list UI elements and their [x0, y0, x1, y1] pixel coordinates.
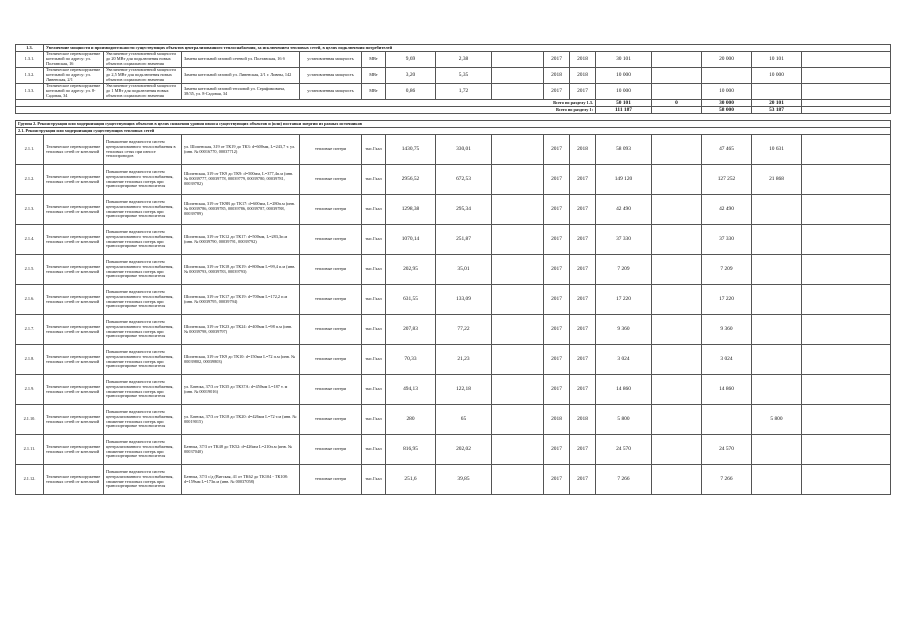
indicator-value-after: 1,72 — [436, 84, 492, 100]
indicator-value-before: 202,95 — [386, 255, 436, 285]
indicator-unit: тыс.Гкал — [362, 255, 386, 285]
funding-col-2: 47 465 — [702, 135, 752, 165]
project-description: Батюка, 37/3 от ТК48 до ТК52: d=426мм L=210п.м (инв. № 00037040) — [182, 435, 300, 465]
funding-col-2: 20 000 — [702, 52, 752, 68]
funding-col-3 — [752, 225, 802, 255]
project-name: Техническое перевооружение тепловых сетей от котельной — [44, 195, 104, 225]
start-year: 2017 — [544, 255, 570, 285]
empty-cell — [492, 84, 544, 100]
project-name: Техническое перевооружение тепловых сетей от котельной — [44, 135, 104, 165]
indicator-value-after: 21,23 — [436, 345, 492, 375]
project-number: 1.3.3. — [16, 84, 44, 100]
total-cost: 58 093 — [596, 135, 652, 165]
section-title: Группа 2. Реконструкция или модернизация существующих объектов в целях снижения уровня износа существующих объектов и (или) поставки энергии из разных источников — [16, 121, 891, 128]
indicator-unit: тыс.Гкал — [362, 225, 386, 255]
indicator-value-before: 0,86 — [386, 84, 436, 100]
project-row — [16, 255, 891, 285]
indicator-name: тепловые потери — [300, 285, 362, 315]
funding-col-2: 24 570 — [702, 435, 752, 465]
indicator-name: тепловые потери — [300, 135, 362, 165]
total-cost: 17 220 — [596, 285, 652, 315]
funding-col-1 — [652, 345, 702, 375]
investment-program-sheet — [15, 44, 890, 495]
funding-col-1 — [652, 405, 702, 435]
total-label: Всего по разделу 1.3. — [16, 100, 596, 107]
project-purpose: Повышение надежности систем централизованного теплоснабжения, снижение тепловых потерь при транспортировке теплоносителя — [104, 465, 182, 495]
funding-col-2: 37 330 — [702, 225, 752, 255]
indicator-value-before: 3,20 — [386, 68, 436, 84]
project-name: Техническое перевооружение тепловых сетей от котельной — [44, 315, 104, 345]
spacer-cell — [16, 114, 891, 121]
project-description: Шопенская, 319 от ТК12 до ТК17: d=500мм, L=283,3п.м (инв. № 00039790, 00039791, 00039792) — [182, 225, 300, 255]
project-description: ул. Батюка, 37/3 от ТК35 до ТК37А: d=450мм L=187 т. м (инв. № 00019016) — [182, 375, 300, 405]
start-year: 2017 — [544, 345, 570, 375]
project-name: Техническое перевооружение котельной по адресу: ул. Полтавская, 16 — [44, 52, 104, 68]
start-year: 2017 — [544, 435, 570, 465]
indicator-value-before: 1298,38 — [386, 195, 436, 225]
end-year: 2018 — [570, 68, 596, 84]
total-cost: 3 024 — [596, 345, 652, 375]
indicator-name: тепловые потери — [300, 315, 362, 345]
project-number: 2.1.3. — [16, 195, 44, 225]
indicator-name: установленная мощность — [300, 52, 362, 68]
empty-cell — [492, 285, 544, 315]
start-year: 2017 — [544, 225, 570, 255]
funding-col-1 — [652, 225, 702, 255]
project-description: Шопенская, 319 от ТК18 до ТК19: d=800мм L=99,4 п.м (инв. № 00039793, 00039783, 00039793) — [182, 255, 300, 285]
indicator-value-after: 202,02 — [436, 435, 492, 465]
project-number: 2.1.1. — [16, 135, 44, 165]
empty-cell — [802, 135, 891, 165]
project-number: 2.1.10. — [16, 405, 44, 435]
project-row — [16, 435, 891, 465]
project-row — [16, 52, 891, 68]
section-number: 1.3. — [16, 45, 44, 52]
project-description: Шопенская, 319 от ТК9В до ТК17: d=600мм, L=280п.м (инв. № 00039786, 00039785, 00039786, 00039787, 00039788, 00039789) — [182, 195, 300, 225]
project-description: Замена котельной газовой тепловой ул. Серафимовича, 38/35, ул. 8-Садовая, 34 — [182, 84, 300, 100]
total-row — [16, 100, 891, 107]
empty-cell — [802, 68, 891, 84]
indicator-name: тепловые потери — [300, 435, 362, 465]
section-header-row — [16, 128, 891, 135]
funding-col-3 — [752, 285, 802, 315]
total-cost: 10 000 — [596, 68, 652, 84]
empty-cell — [802, 345, 891, 375]
project-row — [16, 375, 891, 405]
funding-col-1 — [652, 195, 702, 225]
project-description: Замена котельной газовой сетевой ул. Полтавская, 16 б — [182, 52, 300, 68]
funding-col-1 — [652, 68, 702, 84]
project-name: Техническое перевооружение тепловых сетей от котельной — [44, 375, 104, 405]
section-header-row — [16, 121, 891, 128]
funding-col-1 — [652, 465, 702, 495]
empty-cell — [492, 135, 544, 165]
project-purpose: Повышение надежности систем централизованного теплоснабжения, снижение тепловых потерь при транспортировке теплоносителя — [104, 165, 182, 195]
indicator-value-after: 672,53 — [436, 165, 492, 195]
funding-col-1 — [652, 135, 702, 165]
funding-col-3 — [752, 315, 802, 345]
empty-cell — [802, 165, 891, 195]
project-name: Техническое перевооружение котельной по адресу: ул. 8-Садовая, 34 — [44, 84, 104, 100]
funding-col-1 — [652, 285, 702, 315]
project-row — [16, 165, 891, 195]
table-body — [16, 45, 891, 495]
indicator-value-after: 122,18 — [436, 375, 492, 405]
project-name: Техническое перевооружение тепловых сетей от котельной — [44, 345, 104, 375]
project-number: 2.1.4. — [16, 225, 44, 255]
start-year: 2018 — [544, 68, 570, 84]
project-row — [16, 68, 891, 84]
empty-cell — [492, 465, 544, 495]
empty-cell — [492, 52, 544, 68]
funding-col-2: 127 252 — [702, 165, 752, 195]
investment-program-table — [15, 44, 891, 495]
indicator-name: тепловые потери — [300, 165, 362, 195]
funding-col-3: 10 000 — [752, 68, 802, 84]
indicator-value-after: 65 — [436, 405, 492, 435]
indicator-value-after: 77,22 — [436, 315, 492, 345]
spacer-row — [16, 114, 891, 121]
end-year: 2017 — [570, 465, 596, 495]
project-description: Шопенская, 319 от ТК23 до ТК24: d=400мм L=98 п.м (инв. № 00039798, 00039797) — [182, 315, 300, 345]
project-description: Замена котельной газовой ул. Ливенская, 2/1 г. Ливны, 142 — [182, 68, 300, 84]
project-number: 2.1.7. — [16, 315, 44, 345]
total-funding-3: 53 187 — [752, 107, 802, 114]
empty-cell — [492, 195, 544, 225]
funding-col-1 — [652, 435, 702, 465]
funding-col-2: 14 860 — [702, 375, 752, 405]
empty-cell — [802, 255, 891, 285]
project-row — [16, 225, 891, 255]
empty-cell — [802, 84, 891, 100]
project-purpose: Повышение надежности систем централизованного теплоснабжения, снижение тепловых потерь при транспортировке теплоносителя — [104, 285, 182, 315]
empty-cell — [802, 285, 891, 315]
funding-col-3 — [752, 195, 802, 225]
project-number: 2.1.12. — [16, 465, 44, 495]
total-row — [16, 107, 891, 114]
funding-col-3: 21 868 — [752, 165, 802, 195]
total-funding-2: 58 000 — [702, 107, 752, 114]
funding-col-3 — [752, 465, 802, 495]
end-year: 2017 — [570, 435, 596, 465]
end-year: 2018 — [570, 135, 596, 165]
project-purpose: Повышение надежности систем централизованного теплоснабжения, снижение тепловых потерь при транспортировке теплоносителя — [104, 405, 182, 435]
project-number: 2.1.6. — [16, 285, 44, 315]
end-year: 2017 — [570, 375, 596, 405]
funding-col-3 — [752, 345, 802, 375]
indicator-value-after: 133,09 — [436, 285, 492, 315]
start-year: 2017 — [544, 465, 570, 495]
project-name: Техническое перевооружение тепловых сетей от котельной — [44, 165, 104, 195]
section-header-row — [16, 45, 891, 52]
project-row — [16, 285, 891, 315]
project-purpose: Повышение надежности систем централизованного теплоснабжения, снижение тепловых потерь при транспортировке теплоносителя — [104, 315, 182, 345]
project-description: Батюка, 37/3 с/д (Вятская, 41 от ТК62 до ТК104 - ТК108: d=159мм L=173п.м (инв. № 00037058) — [182, 465, 300, 495]
project-name: Техническое перевооружение тепловых сетей от котельной — [44, 465, 104, 495]
total-cost: 7 209 — [596, 255, 652, 285]
indicator-value-before: 1430,75 — [386, 135, 436, 165]
project-description: ул. Шопенская, 319 от ТК19 до ТК3: d=600мм, L=243,7 т. ул. (инв. № 00016770, 00037712) — [182, 135, 300, 165]
indicator-value-before: 280 — [386, 405, 436, 435]
indicator-value-before: 494,13 — [386, 375, 436, 405]
funding-col-3 — [752, 84, 802, 100]
funding-col-2: 10 000 — [702, 84, 752, 100]
funding-col-3 — [752, 375, 802, 405]
funding-col-2 — [702, 68, 752, 84]
indicator-unit: тыс.Гкал — [362, 375, 386, 405]
indicator-name: тепловые потери — [300, 405, 362, 435]
indicator-value-before: 631,55 — [386, 285, 436, 315]
total-funding-3: 20 101 — [752, 100, 802, 107]
funding-col-3: 10 631 — [752, 135, 802, 165]
indicator-value-before: 2956,52 — [386, 165, 436, 195]
indicator-value-before: 1070,14 — [386, 225, 436, 255]
funding-col-2: 17 220 — [702, 285, 752, 315]
project-number: 2.1.8. — [16, 345, 44, 375]
funding-col-1 — [652, 375, 702, 405]
empty-cell — [492, 345, 544, 375]
end-year: 2017 — [570, 165, 596, 195]
total-cost: 7 266 — [596, 465, 652, 495]
indicator-name: тепловые потери — [300, 465, 362, 495]
empty-cell — [802, 375, 891, 405]
total-funding-1: 0 — [652, 100, 702, 107]
indicator-name: тепловые потери — [300, 225, 362, 255]
start-year: 2017 — [544, 84, 570, 100]
empty-cell — [492, 225, 544, 255]
end-year: 2017 — [570, 255, 596, 285]
indicator-value-before: 70,33 — [386, 345, 436, 375]
indicator-unit: МВт — [362, 52, 386, 68]
empty-cell — [802, 405, 891, 435]
empty-cell — [492, 68, 544, 84]
indicator-unit: тыс.Гкал — [362, 315, 386, 345]
project-purpose: Повышение надежности систем централизованного теплоснабжения, снижение тепловых потерь при транспортировке теплоносителя — [104, 435, 182, 465]
empty-cell — [802, 465, 891, 495]
start-year: 2018 — [544, 405, 570, 435]
empty-cell — [802, 100, 891, 107]
funding-col-2: 9 360 — [702, 315, 752, 345]
indicator-unit: тыс.Гкал — [362, 135, 386, 165]
empty-cell — [492, 255, 544, 285]
indicator-value-after: 35,01 — [436, 255, 492, 285]
empty-cell — [492, 375, 544, 405]
start-year: 2017 — [544, 285, 570, 315]
project-name: Техническое перевооружение тепловых сетей от котельной — [44, 435, 104, 465]
project-purpose: Увеличение установленной мощности до 1 МВт для подключения новых объектов социального значения — [104, 84, 182, 100]
empty-cell — [492, 165, 544, 195]
project-description: Шопенская, 319 от ТК9 до ТК9: d=500мм, L=377,4п.м (инв. № 00039777, 00039778, 00039779, 00039780, 00039781, 00039782) — [182, 165, 300, 195]
project-purpose: Повышение надежности систем централизованного теплоснабжения, снижение тепловых потерь при транспортировке теплоносителя — [104, 375, 182, 405]
end-year: 2017 — [570, 84, 596, 100]
indicator-value-after: 251,87 — [436, 225, 492, 255]
total-cost: 37 330 — [596, 225, 652, 255]
end-year: 2017 — [570, 195, 596, 225]
project-row — [16, 135, 891, 165]
project-row — [16, 405, 891, 435]
funding-col-2: 7 209 — [702, 255, 752, 285]
funding-col-3 — [752, 435, 802, 465]
total-label: Всего по разделу 1: — [16, 107, 596, 114]
funding-col-2 — [702, 405, 752, 435]
project-purpose: Повышение надежности систем централизованного теплоснабжения, снижение тепловых потерь при транспортировке теплоносителя — [104, 195, 182, 225]
section-title: 2.1. Реконструкция или модернизация существующих тепловых сетей — [16, 128, 891, 135]
total-cost: 149 120 — [596, 165, 652, 195]
project-purpose: Увеличение установленной мощности до 20 МВт для подключения новых объектов социального значения — [104, 52, 182, 68]
project-name: Техническое перевооружение тепловых сетей от котельной — [44, 255, 104, 285]
project-row — [16, 84, 891, 100]
total-cost: 5 800 — [596, 405, 652, 435]
project-row — [16, 195, 891, 225]
project-name: Техническое перевооружение тепловых сетей от котельной — [44, 405, 104, 435]
empty-cell — [802, 225, 891, 255]
project-number: 2.1.2. — [16, 165, 44, 195]
project-number: 2.1.9. — [16, 375, 44, 405]
funding-col-3: 5 800 — [752, 405, 802, 435]
empty-cell — [492, 405, 544, 435]
start-year: 2017 — [544, 135, 570, 165]
start-year: 2017 — [544, 195, 570, 225]
project-name: Техническое перевооружение тепловых сетей от котельной — [44, 225, 104, 255]
end-year: 2017 — [570, 225, 596, 255]
indicator-unit: тыс.Гкал — [362, 405, 386, 435]
funding-col-2: 42 490 — [702, 195, 752, 225]
end-year: 2017 — [570, 285, 596, 315]
indicator-value-before: 816,95 — [386, 435, 436, 465]
empty-cell — [802, 435, 891, 465]
funding-col-2: 3 024 — [702, 345, 752, 375]
indicator-name: тепловые потери — [300, 345, 362, 375]
indicator-unit: тыс.Гкал — [362, 195, 386, 225]
project-row — [16, 315, 891, 345]
empty-cell — [802, 52, 891, 68]
section-title: Увеличение мощности и производительности существующих объектов централизованного теплоснабжения, за исключением тепловых сетей, в целях подключения потребителей — [44, 45, 891, 52]
funding-col-3 — [752, 255, 802, 285]
empty-cell — [492, 435, 544, 465]
project-description: Шопенская, 319 от ТК9 до ТК10: d=150мм L=72 п.м (инв. № 00039802, 00039803) — [182, 345, 300, 375]
end-year: 2018 — [570, 52, 596, 68]
total-cost: 30 101 — [596, 52, 652, 68]
project-number: 2.1.5. — [16, 255, 44, 285]
indicator-value-after: 295,34 — [436, 195, 492, 225]
indicator-unit: тыс.Гкал — [362, 435, 386, 465]
empty-cell — [492, 315, 544, 345]
project-purpose: Повышение надежности систем централизованного теплоснабжения, снижение тепловых потерь при транспортировке теплоносителя — [104, 225, 182, 255]
project-row — [16, 465, 891, 495]
total-cost: 50 101 — [596, 100, 652, 107]
indicator-unit: тыс.Гкал — [362, 345, 386, 375]
empty-cell — [802, 107, 891, 114]
project-purpose: Повышение надежности систем централизованного теплоснабжения в тепловых сетях при износе теплопроводов — [104, 135, 182, 165]
total-cost: 111 187 — [596, 107, 652, 114]
project-number: 1.3.1. — [16, 52, 44, 68]
indicator-value-after: 39,85 — [436, 465, 492, 495]
indicator-name: установленная мощность — [300, 84, 362, 100]
project-number: 2.1.11. — [16, 435, 44, 465]
indicator-name: тепловые потери — [300, 255, 362, 285]
total-cost: 42 490 — [596, 195, 652, 225]
indicator-value-after: 2,38 — [436, 52, 492, 68]
funding-col-2: 7 266 — [702, 465, 752, 495]
total-cost: 10 000 — [596, 84, 652, 100]
indicator-name: установленная мощность — [300, 68, 362, 84]
project-name: Техническое перевооружение котельной по адресу: ул. Ливенская, 2/1 — [44, 68, 104, 84]
indicator-value-after: 5,35 — [436, 68, 492, 84]
project-row — [16, 345, 891, 375]
funding-col-1 — [652, 255, 702, 285]
start-year: 2017 — [544, 375, 570, 405]
funding-col-1 — [652, 84, 702, 100]
funding-col-1 — [652, 165, 702, 195]
end-year: 2017 — [570, 315, 596, 345]
indicator-name: тепловые потери — [300, 375, 362, 405]
indicator-unit: МВт — [362, 68, 386, 84]
end-year: 2018 — [570, 405, 596, 435]
indicator-unit: тыс.Гкал — [362, 165, 386, 195]
project-purpose: Повышение надежности систем централизованного теплоснабжения, снижение тепловых потерь при транспортировке теплоносителя — [104, 345, 182, 375]
start-year: 2017 — [544, 165, 570, 195]
start-year: 2017 — [544, 315, 570, 345]
funding-col-1 — [652, 315, 702, 345]
indicator-value-before: 9,69 — [386, 52, 436, 68]
project-purpose: Увеличение установленной мощности до 2,5 МВт для подключения новых объектов социального значения — [104, 68, 182, 84]
indicator-unit: тыс.Гкал — [362, 465, 386, 495]
indicator-value-after: 330,01 — [436, 135, 492, 165]
empty-cell — [802, 195, 891, 225]
project-description: Шопенская, 319 от ТК17 до ТК19: d=700мм L=172,2 п.м (инв. № 00039795, 00039794) — [182, 285, 300, 315]
total-cost: 24 570 — [596, 435, 652, 465]
total-funding-1 — [652, 107, 702, 114]
funding-col-3: 10 101 — [752, 52, 802, 68]
funding-col-1 — [652, 52, 702, 68]
indicator-name: тепловые потери — [300, 195, 362, 225]
total-cost: 14 860 — [596, 375, 652, 405]
indicator-unit: МВт — [362, 84, 386, 100]
start-year: 2017 — [544, 52, 570, 68]
project-purpose: Повышение надежности систем централизованного теплоснабжения, снижение тепловых потерь при транспортировке теплоносителя — [104, 255, 182, 285]
end-year: 2017 — [570, 345, 596, 375]
total-cost: 9 360 — [596, 315, 652, 345]
project-number: 1.3.2. — [16, 68, 44, 84]
project-name: Техническое перевооружение тепловых сетей от котельной — [44, 285, 104, 315]
indicator-unit: тыс.Гкал — [362, 285, 386, 315]
project-description: ул. Батюка, 37/3 от ТК18 до ТК20: d=426мм L=72 т.м (инв. № 00019015) — [182, 405, 300, 435]
indicator-value-before: 251,6 — [386, 465, 436, 495]
empty-cell — [802, 315, 891, 345]
total-funding-2: 30 000 — [702, 100, 752, 107]
indicator-value-before: 207,83 — [386, 315, 436, 345]
